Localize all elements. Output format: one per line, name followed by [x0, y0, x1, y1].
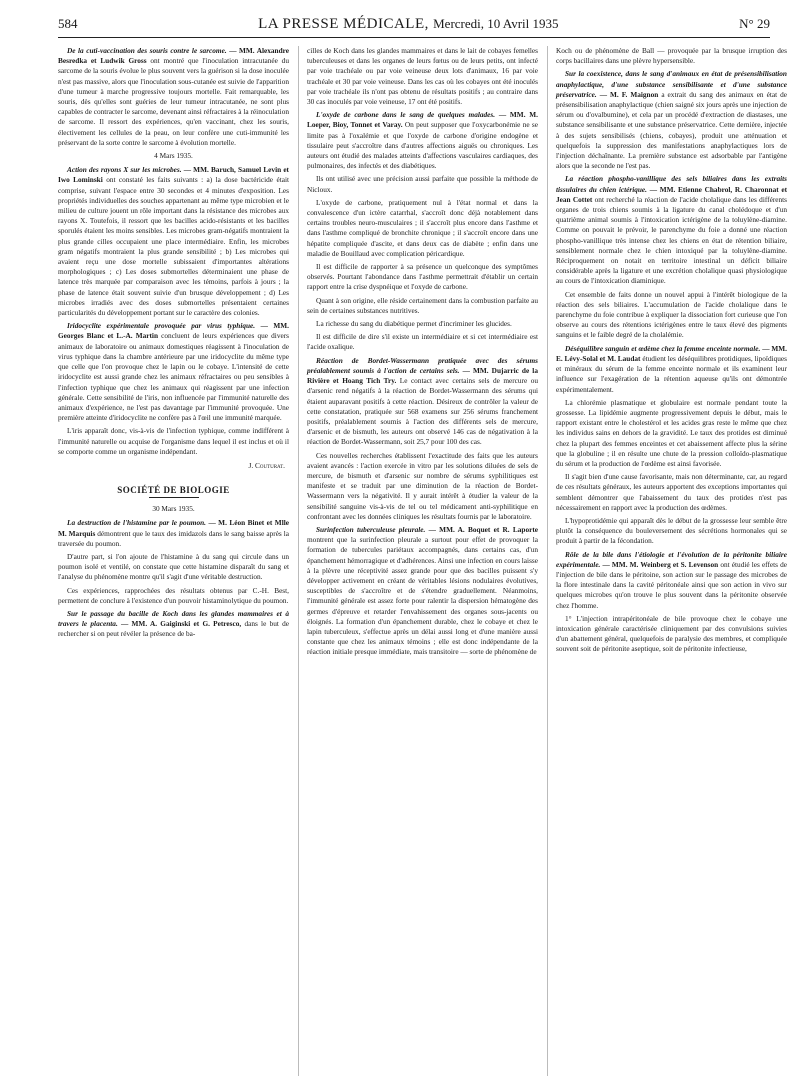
article-iridocyclite [58, 321, 289, 423]
article-authors: — MM. Dujarric de la Rivière et Hoang Tich Try. [307, 365, 538, 386]
article-desequilibre-sanguin [556, 344, 787, 395]
text-columns [58, 46, 787, 1076]
page-number: 584 [58, 16, 78, 31]
column-middle [298, 46, 538, 1076]
article-body: ont étudié les effets de l'injection de bile dans le péritoine, son action sur le passage des microbes de la flore intestinale dans la cavité péritonéale ainsi que son action in vivo sur quelques microbes qu'on trouve le plus souvent dans la péritonite observée chez l'homme. [556, 559, 787, 610]
article-paragraph: L'iris apparaît donc, vis-à-vis de l'infection typhique, comme indifférent à l'immunité naturelle ou acquise de l'organisme dans lequel il est inclus et où il se comporte comme un organisme indépendant. [58, 426, 289, 456]
journal-name: LA PRESSE MÉDICALE, [258, 16, 429, 32]
article-bacille-koch [58, 609, 289, 640]
article-body: dans le but de rechercher si on peut révéler la présence de ba- [58, 619, 289, 639]
article-authors: — MM. A. Boquet et R. Laporte [428, 524, 538, 534]
article-paragraph: Quant à son origine, elle réside certainement dans la combustion parfaite au sein de certaines substances nutritives. [307, 295, 538, 315]
article-paragraph: L'oxyde de carbone, pratiquement nul à l'état normal et dans la convalescence d'un ictère catarrhal, s'accroît donc déjà notablement dans certains troubles neuro-musculaires ; il s'accroît plus encore dans l'asthme et dans l'asthme compliqué de bronchite chronique ; il s'accroît encore dans une hépatite compliquée d'ascite, et dans deux cas de diabète ; enfin dans une maladie de Bouillaud avec complication péricardique. [307, 197, 538, 258]
session-date: 4 Mars 1935. [154, 151, 193, 161]
article-authors: — M. Léon Binet et Mlle M. Marquis [58, 518, 289, 538]
article-authors: — M. F. Maignon [599, 89, 659, 99]
article-title: La réaction phospho-vanillique des sels biliaires dans les extraits tissulaires du chien ictérique. [556, 174, 787, 194]
article-paragraph: 1° L'injection intrapéritonéale de bile provoque chez le cobaye une intoxication générale caractérisée cliniquement par des convulsions suivies d'un abattement général, quelquefois de paralysie des membres, et compliquée souvent soit de péritonite aseptique, soit de péritonite infectieuse, [556, 613, 787, 654]
article-title: Sur la coexistence, dans le sang d'animaux en état de présensibilisation anaphylactique, d'une substance sensibilisante et d'une substance préservatrice. [556, 69, 787, 99]
article-paragraph: Ils ont utilisé avec une précision aussi parfaite que possible la méthode de Nicloux. [307, 174, 538, 194]
article-body: Le contact avec certains sels de mercure ou d'arsenic rend négatifs à la réaction de Bordet-Wassermann des sérums qui étaient auparavant positifs à cette réaction. Désireux de contrôler la valeur de cette constatation, pratiquée sur 568 examens sur 256 sérums franchement positifs, préalablement soumis à l'action des différents sels de mercure, d'arsenic et de bismuth, les auteurs ont observé 146 cas de négativation à la réaction de Bordet-Wassermann, soit 25,7 pour 100 des cas. [307, 376, 538, 447]
article-title: Réaction de Bordet-Wassermann pratiquée avec des sérums préalablement soumis à l'action de certains sels. [307, 355, 538, 375]
article-authors: — MM. Georges Blanc et L.-A. Martin [58, 321, 289, 341]
section-title: SOCIÉTÉ DE BIOLOGIE [117, 485, 230, 496]
column-left [58, 46, 289, 1076]
article-authors: — MM. M. Weinberg et S. Levenson [602, 559, 719, 569]
article-paragraph: Cet ensemble de faits donne un nouvel appui à l'intérêt biologique de la réaction des sels biliaires. L'accumulation de l'acide cholalique dans le parenchyme du foie contribue à expliquer la dissociation fort curieuse que l'on observe au cours des rétentions ictérigènes entre le taux élevé des pigments sanguins et le faible degré de la cholalémie. [556, 289, 787, 340]
article-body: ont recherché la réaction de l'acide cholalique dans les différents organes de trois chiens soumis à la ligature du canal cholédoque et d'un quatrième animal soumis à l'intoxication ictérigène de la toluylène-diamine. Comme on pouvait le prévoir, le parenchyme du foie a donné une réaction phospho-vanillique très intense chez les chiens en état de rétention biliaire, sensiblement normale chez le chien intoxiqué par la toluylène-diamine. Réciproquement on notait en territoire intestinal un déficit biliaire considérable après la ligature et une excrétion cholalique quasi physiologique au cours de l'intoxication diaminique. [556, 194, 787, 286]
article-title: Rôle de la bile dans l'étiologie et l'évolution de la péritonite biliaire expérimentale. [556, 549, 787, 569]
article-paragraph: Il est difficile de dire s'il existe un intermédiaire et si cet intermédiaire est l'acide oxalique. [307, 332, 538, 352]
journal-title [258, 16, 558, 33]
page-header [58, 16, 770, 38]
article-body: ont constaté les faits suivants : a) la dose bactéricide était comprise, suivant l'espace entre 30 secondes et 4 minutes d'exposition. Les propriétés individuelles des souches appartenant au même type microbien et le milieu de culture jouent un rôle important dans la résistance des microbes aux rayons X. Toutefois, il ressort que les bacilles acido-résistants et les bacilles sporulés étaient les moins sensibles. Les microbes gram-négatifs montraient la plus grande cilles occupaient une place intermédiaire. Enfin, les microbes gram négatifs montraient la plus grande sensibilité ; b) Les microbes qui avaient reçu une dose mortelle subissaient d'importantes altérations morphologiques ; c) Les doses submortelles déterminaient une phase de latence très marquée par comparaison avec les témoins, parfois à jours ; la phase de latence était souvent suivie d'un brusque développement ; d) Les microbes irradiés avec des doses submortelles présentaient certaines particularités du développement portant sur le caractère des colonies. [58, 175, 289, 318]
article-body: étudient les déséquilibres protidiques, lipoïdiques et minéraux du sérum de la femme enceinte normale et ils examinent leur influence sur l'exagération de la rétention aqueuse qu'ils ont démontrée expérimentalement. [556, 353, 787, 394]
article-paragraph: Ces nouvelles recherches établissent l'exactitude des faits que les auteurs avaient avancés : l'action exercée in vitro par les solutions diluées de sels de mercure, de bismuth et d'arsenic sur nombre de sérums syphilitiques est manifeste et se traduit par une diminution de la réaction de Bordet-Wassermann vers la négativité. Il y aurait intérêt à étudier la valeur de la sensibilité sanguine vis-à-vis de tel ou tel médicament anti-syphilitique en confrontant avec les données cliniques les résultats fournis par le laboratoire. [307, 450, 538, 521]
article-cuti-vaccination [58, 46, 289, 148]
section-divider [149, 497, 199, 498]
article-body: On peut supposer que l'oxycarbonémie ne se limite pas à l'oxalémie et que l'oxyde de carbone d'origine endogène et tissulaire peut s'accroître dans d'autres affections aiguës ou chroniques. Les auteurs ont étudié des malades atteints d'affections vasculaires cardiaques, des pulmonaires, des infectés et des diabétiques. [307, 120, 538, 171]
article-body: montrent que la surinfection pleurale a surtout pour effet de provoquer la formation de tubercules pariétaux accompagnés, dans certains cas, d'un épanchement hémorragique et d'adhérences. Ainsi une infection en cours laisse à la plèvre une réceptivité assez grande pour que des bacilles puissent s'y développer activement en créant de véritables lésions nodulaires évolutives, susceptibles de s'accroître et de s'étendre graduellement. Néanmoins, l'immunité générale est assez forte pour ralentir la dispersion hématogène des germes d'épreuve et retarder l'envahissement des organes sous-jacents ou éloignés. La formation d'un épanchement durable, chez le cobaye et chez le lapin tuberculeux, s'effectue après un délai aussi long et d'une manière aussi constante que chez les animaux témoins ; elle est donc indépendante de la réaction initiale presque immédiate, mais transitoire — sorte de phénomène de [307, 535, 538, 657]
article-paragraph: La richesse du sang du diabétique permet d'incriminer les glucides. [316, 319, 512, 329]
article-body: démontrent que le taux des imidazols dans le sang baisse après la traversée du poumon. [58, 528, 289, 548]
article-rayons-x [58, 165, 289, 318]
article-title: L'oxyde de carbone dans le sang de quelques malades. [316, 110, 496, 120]
article-peritonite-biliaire [556, 550, 787, 611]
article-histamine [58, 518, 289, 549]
column-right [547, 46, 787, 1076]
article-paragraph: Ces expériences, rapprochées des résultats obtenus par C.-H. Best, permettent de conclure à l'existence d'un pouvoir histaminolytique du poumon. [58, 585, 289, 605]
section-date: 30 Mars 1935. [152, 504, 195, 514]
article-title: Surinfection tuberculeuse pleurale. [316, 524, 426, 534]
article-title: Déséquilibre sanguin et œdème chez la femme enceinte normale. [565, 343, 761, 353]
article-body: a extrait du sang des animaux en état de présensibilisation anaphylactique (chien saigné six jours après une injection de sérum ou d'ovalbumine), et cela par un procédé d'extraction de diastases, une substance sensibilisante et une substance préservatrice. Cette dernière, injectée à des sujets sensibilisés (chiens, cobayes), produit une atténuation et quelquefois la suppression des manifestations anaphylactiques lors de l'injection déchaînante. La première substance est adsorbable par l'antigène alors que la seconde ne l'est pas. [556, 89, 787, 171]
article-paragraph: Il est difficile de rapporter à sa présence un quelconque des symptômes observés. Pourtant l'abondance dans l'asthme permettrait d'établir un certain rapport entre la crise dyspnéique et l'oxyde de carbone. [307, 262, 538, 292]
article-authors: — MM. Baruch, Samuel Levin et Iwo Lominski [58, 165, 289, 185]
article-surinfection [307, 525, 538, 658]
article-paragraph: L'hypoprotidémie qui apparaît dès le début de la grossesse leur semble être plutôt la conséquence du bouleversement des sécrétions hormonales qui se produit à partir de la fécondation. [556, 515, 787, 546]
article-oxyde-carbone [307, 110, 538, 171]
article-bordet-wassermann [307, 356, 538, 448]
article-authors: — MM. Etienne Chabrol, R. Charonnat et Jean Cottet [556, 184, 787, 204]
article-title: Action des rayons X sur les microbes. [67, 165, 182, 175]
article-continuation: cilles de Koch dans les glandes mammaires et dans le lait de cobayes femelles tuberculeuses et dans les organes de leurs fœtus ou de leurs petits, ont infecté par voie trachéale ou par voie veineuse deux lots d'animaux, 16 par voie trachéale et 30 par voie veineuse. Dans les cas où les cobayes ont été inoculés par voie trachéale ils n'ont pas obtenu de résultats positifs ; au contraire dans 30 cas inoculés par voie veineuse, 17 ont été positifs. [307, 46, 538, 107]
article-anaphylaxie [556, 69, 787, 171]
article-paragraph: La chlorémie plasmatique et globulaire est normale pendant toute la grossesse. La lipidémie augmente progressivement depuis le début, mais le rapport existant entre le cholestérol et les acides gras reste le même que chez les individus sains en dehors de la gravidité. Le taux des protides est diminué chez la plupart des femmes enceintes et cet abaissement affecte plus la sérine que la globuline ; il en résulte une chute de la pression colloïdo-plasmatique du sérum et la production de l'œdème est ainsi favorisée. [556, 397, 787, 468]
article-title: De la cuti-vaccination des souris contre le sarcome. [67, 46, 227, 55]
article-authors: — MM. E. Lévy-Solal et M. Laudat [556, 343, 787, 363]
author-signature: J. Couturat. [248, 460, 285, 470]
article-title: Sur le passage du bacille de Koch dans les glandes mammaires et à travers le placenta. [58, 608, 289, 629]
issue-date: Mercredi, 10 Avril 1935 [433, 16, 559, 31]
article-authors: — MM. M. Loeper, Bioy, Tonnet et Varay. [307, 110, 538, 130]
article-body: ont montré que l'inoculation intracutanée du sarcome de la souris évolue le plus souvent vers la guérison si la dose inoculée n'est pas massive, alors que l'inoculation sous-cutanée est suivie de l'apparition d'une tumeur à marche progressive toujours mortelle. Fait remarquable, les souris, dès qu'elles sont guéries de leur tumeur intracutanée, ne sont plus capables de contracter le sarcome, devenant ainsi réfractaires à la réinoculation de sarcome. Il ressort des expériences, qu'en vaccinant, chez les souris, électivement les cellules de la peau, on leur confère une cuti-immunité les préservant de la sorte contre le sarcome à évolution mortelle. [58, 56, 289, 147]
article-continuation: Koch ou de phénomène de Ball — provoquée par la brusque irruption des corps bacillaires dans une plèvre hypersensible. [556, 46, 787, 66]
issue-number: N° 29 [739, 16, 770, 31]
article-authors: — MM. Alexandre Besredka et Ludwik Gross [58, 46, 289, 66]
article-phospho-vanillique [556, 174, 787, 286]
article-paragraph: Il s'agit bien d'une cause favorisante, mais non déterminante, car, au regard de ces résultats généraux, les auteurs apportent des exceptions importantes qui semblent démontrer que l'abaissement du taux des protides n'est pas nécessairement en rapport avec la production des œdèmes. [556, 472, 787, 512]
article-body: concluent de leurs expériences que divers animaux de laboratoire ou animaux domestiques réagissent à l'inoculation de virus typhique dans la chambre antérieure par une iridocyclite du même type que celle que l'on provoque chez le lapin ou le cobaye. L'intensité de cette iridocyclite est aussi grande chez les animaux réfractaires ou peu sensibles à l'infection typhique que chez les animaux qui réagissent par une infection générale. Cette sensibilité de l'iris, non influencée par l'immunité naturelle des animaux d'expérience, ne l'est pas davantage par l'immunité provoquée. Une première atteinte d'iridocyclite ne confère pas à l'œil une immunité marquée. [58, 331, 289, 423]
article-authors: — MM. A. Gaiginski et G. Petresco, [121, 619, 242, 629]
article-title: La destruction de l'histamine par le poumon. [67, 518, 206, 528]
article-paragraph: D'autre part, si l'on ajoute de l'histamine à du sang qui circule dans un poumon isolé et ventilé, on constate que cette histamine disparaît du sang et l'analyse du phénomène montre qu'il s'agit d'une véritable destruction. [58, 551, 289, 582]
article-title: Iridocyclite expérimentale provoquée par virus typhique. [67, 321, 256, 331]
